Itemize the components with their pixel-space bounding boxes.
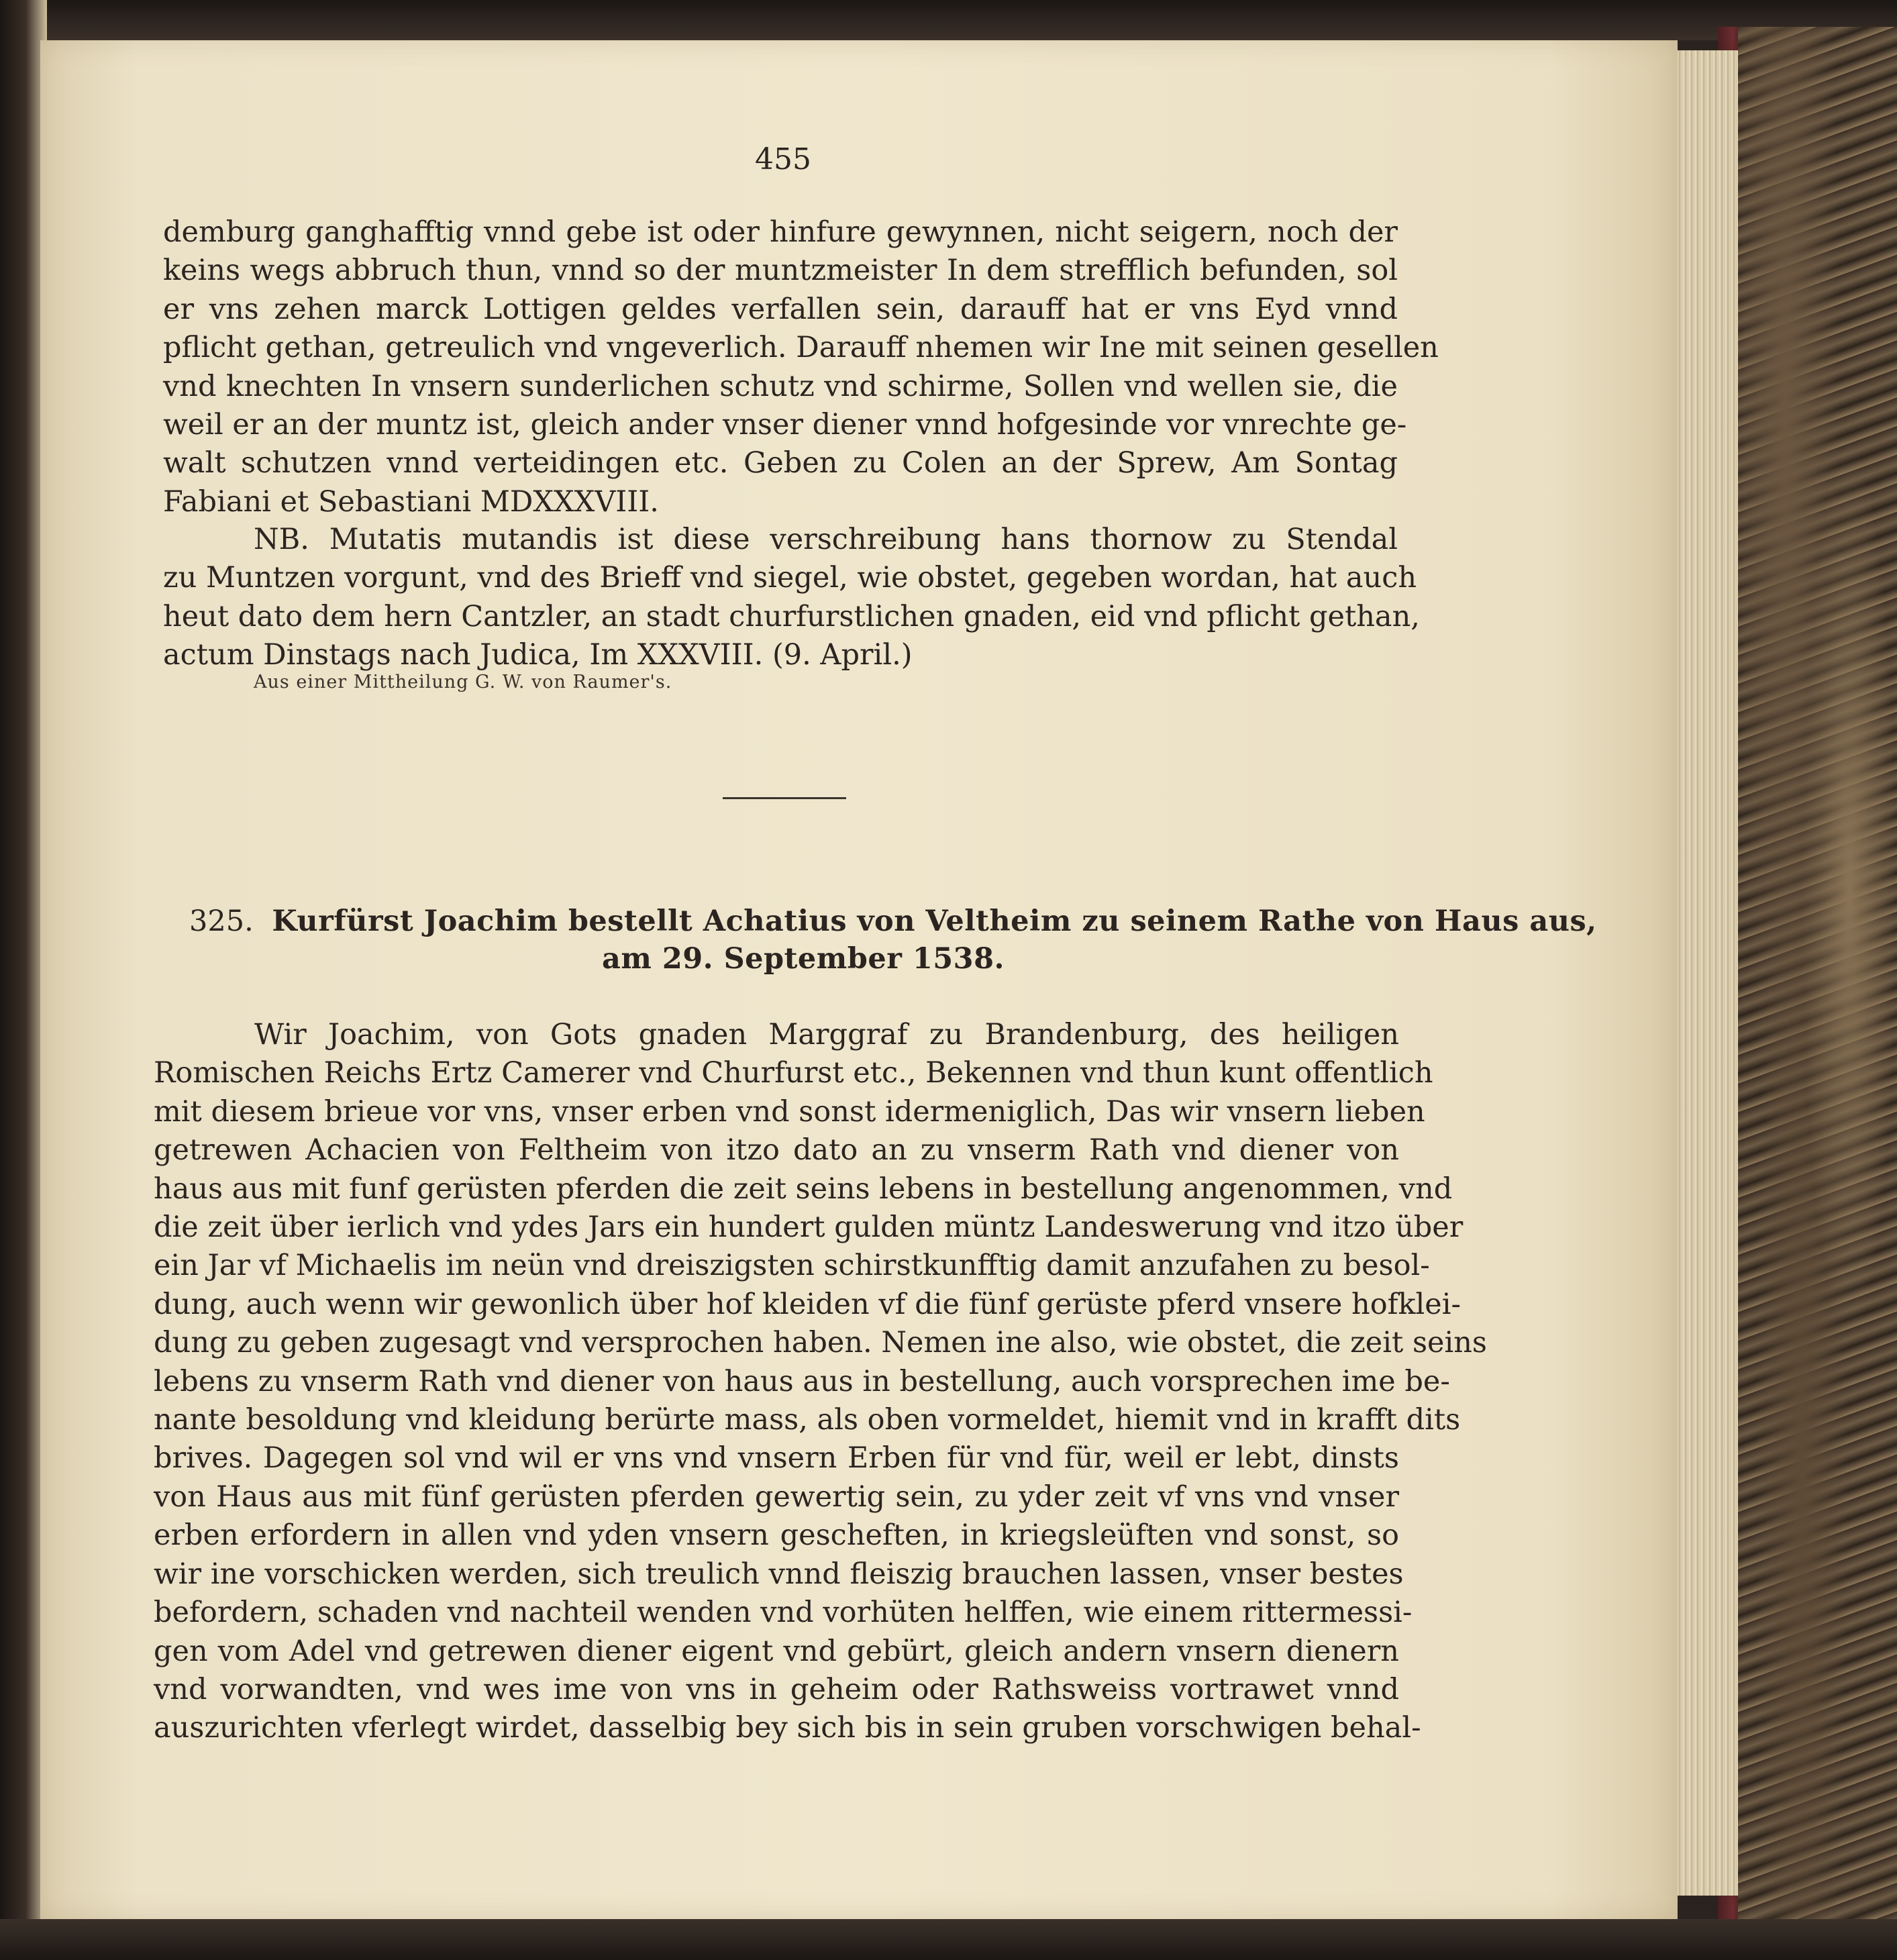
document-title: Kurfürst Joachim bestellt Achatius von Veltheim zu seinem Rathe von Haus aus, bbox=[272, 905, 1597, 938]
text-line: wir ine vorschicken werden, sich treulich vnnd fleiszig brauchen lassen, vnser bestes bbox=[154, 1557, 1404, 1591]
text-line: weil er an der muntz ist, gleich ander vnser diener vnnd hofgesinde vor vnrechte ge- bbox=[163, 408, 1407, 442]
text-line: Romischen Reichs Ertz Camerer vnd Churfurst etc., Bekennen vnd thun kunt offentlich bbox=[154, 1056, 1433, 1090]
document-date: am 29. September 1538. bbox=[601, 942, 1005, 976]
text-line: er vns zehen marck Lottigen geldes verfallen sein, darauff hat er vns Eyd vnnd bbox=[163, 292, 1398, 326]
page-number: 455 bbox=[755, 142, 811, 176]
document-body bbox=[154, 1016, 1487, 1748]
text-line: demburg ganghafftig vnnd gebe ist oder hinfure gewynnen, nicht seigern, noch der bbox=[163, 215, 1398, 249]
text-line: vnd vorwandten, vnd wes ime von vns in geheim oder Rathsweiss vortrawet vnnd bbox=[154, 1672, 1399, 1706]
text-line: haus aus mit funf gerüsten pferden die zeit seins lebens in bestellung angenommen, vnd bbox=[154, 1172, 1453, 1206]
text-line: dung zu geben zugesagt vnd versprochen haben. Nemen ine also, wie obstet, die zeit seins bbox=[154, 1326, 1487, 1360]
text-line: Wir Joachim, von Gots gnaden Marggraf zu Brandenburg, des heiligen bbox=[254, 1018, 1399, 1051]
text-line: auszurichten vferlegt wirdet, dasselbig bey sich bis in sein gruben vorschwigen behal- bbox=[154, 1711, 1421, 1745]
document-heading bbox=[189, 902, 1597, 978]
nota-bene-paragraph bbox=[163, 521, 1420, 675]
source-note: Aus einer Mittheilung G. W. von Raumer's. bbox=[254, 672, 672, 692]
text-line: dung, auch wenn wir gewonlich über hof kleiden vf die fünf gerüste pferd vnsere hofklei- bbox=[154, 1287, 1462, 1321]
text-line: ein Jar vf Michaelis im neün vnd dreiszigsten schirstkunfftig damit anzufahen zu besol- bbox=[154, 1249, 1430, 1283]
text-line: NB. Mutatis mutandis ist diese verschreibung hans thornow zu Stendal bbox=[254, 523, 1398, 556]
text-line: keins wegs abbruch thun, vnnd so der muntzmeister In dem strefflich befunden, sol bbox=[163, 254, 1398, 288]
text-line: getrewen Achacien von Feltheim von itzo dato an zu vnserm Rath vnd diener von bbox=[154, 1133, 1399, 1168]
text-line: von Haus aus mit fünf gerüsten pferden gewertig sein, zu yder zeit vf vns vnd vnser bbox=[154, 1480, 1399, 1514]
text-line: Fabiani et Sebastiani MDXXXVIII. bbox=[163, 484, 659, 519]
text-line: zu Muntzen vorgunt, vnd des Brieff vnd siegel, wie obstet, gegeben wordan, hat auch bbox=[163, 561, 1417, 595]
text-line: erben erfordern in allen vnd yden vnsern gescheften, in kriegsleüften vnd sonst, so bbox=[154, 1518, 1399, 1553]
text-line: mit diesem brieue vor vns, vnser erben vnd sonst idermeniglich, Das wir vnsern lieben bbox=[154, 1094, 1425, 1129]
paragraph-continuation bbox=[163, 213, 1439, 521]
marbled-cover-board bbox=[1738, 27, 1897, 1946]
text-line: brives. Dagegen sol vnd wil er vns vnd vnsern Erben für vnd für, weil er lebt, dinsts bbox=[154, 1441, 1399, 1476]
text-line: lebens zu vnserm Rath vnd diener von haus aus in bestellung, auch vorsprechen ime be- bbox=[154, 1364, 1450, 1398]
section-divider bbox=[723, 797, 846, 799]
text-line: vnd knechten In vnsern sunderlichen schutz vnd schirme, Sollen vnd wellen sie, die bbox=[163, 369, 1398, 403]
top-edge bbox=[0, 0, 1897, 40]
text-line: heut dato dem hern Cantzler, an stadt churfurstlichen gnaden, eid vnd pflicht gethan, bbox=[163, 599, 1420, 633]
text-line: walt schutzen vnnd verteidingen etc. Geben zu Colen an der Sprew, Am Sontag bbox=[163, 446, 1398, 480]
bottom-edge bbox=[0, 1919, 1897, 1960]
text-line: pflicht gethan, getreulich vnd vngeverlich. Darauff nhemen wir Ine mit seinen gesellen bbox=[163, 331, 1439, 365]
text-line: nante besoldung vnd kleidung berürte mass, als oben vormeldet, hiemit vnd in krafft dits bbox=[154, 1403, 1461, 1437]
text-line: befordern, schaden vnd nachteil wenden vnd vorhüten helffen, wie einem rittermessi- bbox=[154, 1596, 1413, 1630]
text-line: actum Dinstags nach Judica, Im XXXVIII. (9. April.) bbox=[163, 638, 913, 672]
text-line: die zeit über ierlich vnd ydes Jars ein hundert gulden müntz Landeswerung vnd itzo über bbox=[154, 1210, 1464, 1245]
text-line: gen vom Adel vnd getrewen diener eigent vnd gebürt, gleich andern vnsern dienern bbox=[154, 1634, 1399, 1668]
document-number: 325. bbox=[189, 905, 254, 938]
